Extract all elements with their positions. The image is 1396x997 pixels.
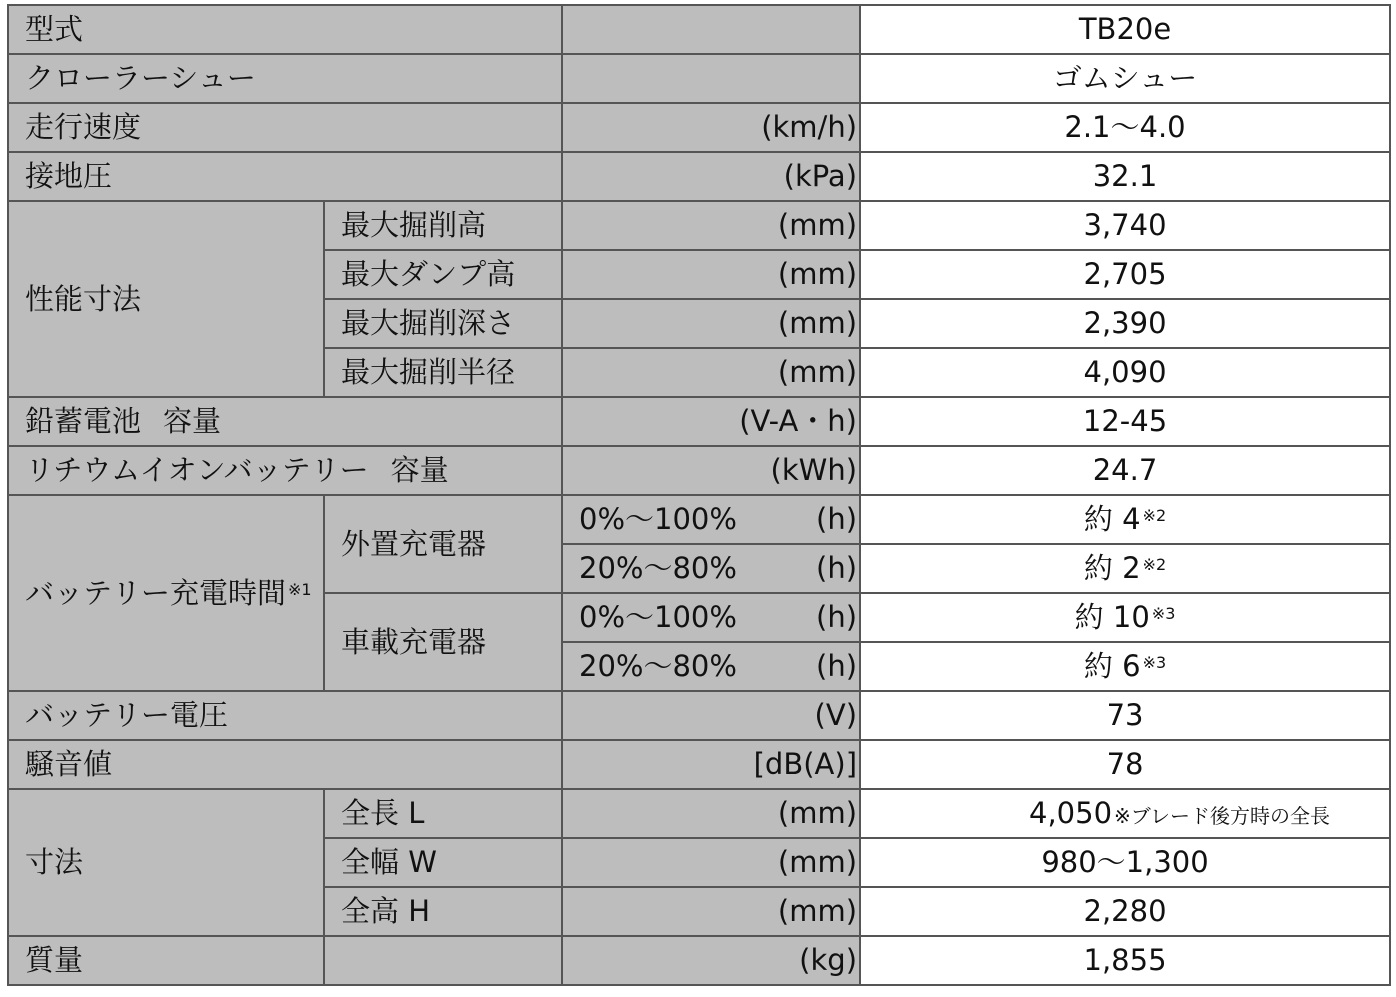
charge-unit: (h) <box>816 600 858 634</box>
sub-label-max-dump-height: 最大ダンプ高 <box>324 250 562 299</box>
row-label-dimensions: 寸法 <box>8 789 324 936</box>
sub-label-external-charger: 外置充電器 <box>324 495 562 593</box>
sub-label-length: 全長 L <box>324 789 562 838</box>
unit-length: (mm) <box>562 789 860 838</box>
lead-battery-label-b: 容量 <box>163 404 222 438</box>
row-label-noise: 騒音値 <box>8 740 562 789</box>
value-charge-ext-partial <box>860 544 1390 593</box>
spec-table <box>7 4 1391 986</box>
charge-value: 約 6 <box>1083 649 1141 683</box>
unit-height: (mm) <box>562 887 860 936</box>
sub-label-max-dig-depth: 最大掘削深さ <box>324 299 562 348</box>
row-label-ground-pressure: 接地圧 <box>8 152 562 201</box>
li-battery-label-a: リチウムイオンバッテリー <box>25 453 369 487</box>
sub-label-max-dig-radius: 最大掘削半径 <box>324 348 562 397</box>
range-unit-cell <box>562 593 860 642</box>
value-charge-ext-full <box>860 495 1390 544</box>
unit-cell-empty <box>562 54 860 103</box>
unit-noise: [dB(A)] <box>562 740 860 789</box>
row-label-lead-battery <box>8 397 562 446</box>
length-value: 4,050 <box>1029 796 1113 830</box>
charge-note: ※3 <box>1151 604 1176 623</box>
charge-time-label: バッテリー充電時間 <box>25 575 287 610</box>
table-row <box>8 691 1390 740</box>
row-label-crawler: クローラーシュー <box>8 54 562 103</box>
unit-speed: (km/h) <box>562 103 860 152</box>
unit-mass: (kg) <box>562 936 860 985</box>
value-charge-onboard-full <box>860 593 1390 642</box>
charge-unit: (h) <box>816 649 858 683</box>
unit-max-dig-radius: (mm) <box>562 348 860 397</box>
lead-battery-label-a: 鉛蓄電池 <box>25 404 142 438</box>
charge-note: ※2 <box>1142 555 1167 574</box>
value-speed: 2.1～4.0 <box>860 103 1390 152</box>
li-battery-label-b: 容量 <box>390 453 449 487</box>
range-unit-cell <box>562 495 860 544</box>
unit-max-dig-depth: (mm) <box>562 299 860 348</box>
row-label-performance: 性能寸法 <box>8 201 324 397</box>
sub-label-onboard-charger: 車載充電器 <box>324 593 562 691</box>
row-label-voltage: バッテリー電圧 <box>8 691 562 740</box>
sub-label-max-dig-height: 最大掘削高 <box>324 201 562 250</box>
value-crawler: ゴムシュー <box>860 54 1390 103</box>
table-row <box>8 789 1390 838</box>
row-label-model: 型式 <box>8 5 562 54</box>
sub-cell-empty <box>324 936 562 985</box>
value-ground-pressure: 32.1 <box>860 152 1390 201</box>
value-voltage: 73 <box>860 691 1390 740</box>
charge-value: 約 4 <box>1083 502 1141 536</box>
charge-unit: (h) <box>816 551 858 585</box>
value-max-dump-height: 2,705 <box>860 250 1390 299</box>
table-row <box>8 740 1390 789</box>
charge-value: 約 2 <box>1083 551 1141 585</box>
unit-cell-empty <box>562 5 860 54</box>
table-row <box>8 201 1390 250</box>
range-unit-cell <box>562 544 860 593</box>
value-noise: 78 <box>860 740 1390 789</box>
value-max-dig-radius: 4,090 <box>860 348 1390 397</box>
charge-note: ※2 <box>1142 506 1167 525</box>
value-charge-onboard-partial <box>860 642 1390 691</box>
sub-label-height: 全高 H <box>324 887 562 936</box>
value-width: 980～1,300 <box>860 838 1390 887</box>
range-unit-cell <box>562 642 860 691</box>
value-model: TB20e <box>860 5 1390 54</box>
charge-note: ※3 <box>1142 653 1167 672</box>
value-height: 2,280 <box>860 887 1390 936</box>
unit-max-dump-height: (mm) <box>562 250 860 299</box>
sub-label-width: 全幅 W <box>324 838 562 887</box>
charge-range: 0%～100% <box>579 502 737 536</box>
charge-unit: (h) <box>816 502 858 536</box>
unit-li-battery: (kWh) <box>562 446 860 495</box>
table-row <box>8 495 1390 544</box>
unit-voltage: (V) <box>562 691 860 740</box>
charge-time-note: ※1 <box>288 579 312 599</box>
value-max-dig-depth: 2,390 <box>860 299 1390 348</box>
unit-ground-pressure: (kPa) <box>562 152 860 201</box>
value-length <box>860 789 1390 838</box>
row-label-li-battery <box>8 446 562 495</box>
table-row <box>8 936 1390 985</box>
value-li-battery: 24.7 <box>860 446 1390 495</box>
row-label-mass: 質量 <box>8 936 324 985</box>
row-label-speed: 走行速度 <box>8 103 562 152</box>
value-max-dig-height: 3,740 <box>860 201 1390 250</box>
charge-range: 20%～80% <box>579 551 737 585</box>
table-row <box>8 446 1390 495</box>
value-lead-battery: 12-45 <box>860 397 1390 446</box>
charge-range: 0%～100% <box>579 600 737 634</box>
unit-width: (mm) <box>562 838 860 887</box>
table-row <box>8 103 1390 152</box>
table-row <box>8 152 1390 201</box>
unit-max-dig-height: (mm) <box>562 201 860 250</box>
row-label-charge-time <box>8 495 324 691</box>
spec-table-container <box>7 4 1391 986</box>
table-row <box>8 54 1390 103</box>
charge-range: 20%～80% <box>579 649 737 683</box>
table-row <box>8 397 1390 446</box>
charge-value: 約 10 <box>1074 600 1150 634</box>
table-row <box>8 5 1390 54</box>
unit-lead-battery: (V-A・h) <box>562 397 860 446</box>
value-mass: 1,855 <box>860 936 1390 985</box>
length-note: ※ブレード後方時の全長 <box>1114 804 1331 828</box>
